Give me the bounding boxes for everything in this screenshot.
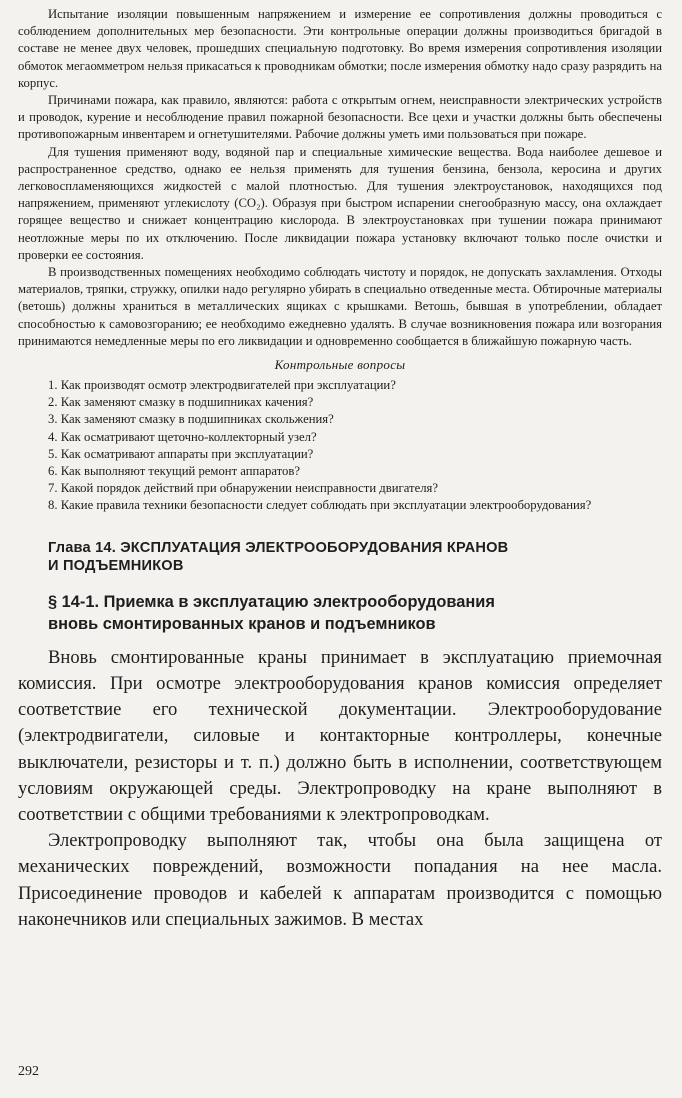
section-heading <box>48 591 662 635</box>
section-heading-line: вновь смонтированных кранов и подъемников <box>48 614 436 633</box>
questions-heading: Контрольные вопросы <box>274 357 406 373</box>
paragraph-commission-acceptance: Вновь смонтированные краны принимает в эксплуатацию приемочная комиссия. При осмотре электрооборудования кранов комиссия определяет соответствие его технической документации. Электрооборудование (электродвигатели, силовые и контакторные контроллеры, конечные выключатели, резисторы и т. п.) должно быть в исполнении, соответствующем условиям окружающей среды. Электропроводку на кране выполняют в соответствии с общими требованиями к электропроводкам. <box>18 646 662 825</box>
question-item: 6. Как выполняют текущий ремонт аппаратов? <box>48 464 300 479</box>
question-item: 4. Как осматривают щеточно-коллекторный узел? <box>48 429 317 444</box>
question-item: 8. Какие правила техники безопасности следует соблюдать при эксплуатации электрооборудования? <box>48 498 592 513</box>
question-item: 5. Как осматривают аппараты при эксплуатации? <box>48 446 314 461</box>
chapter-heading-line: И ПОДЪЕМНИКОВ <box>48 557 184 574</box>
page-number: 292 <box>18 1064 39 1079</box>
question-item: 7. Какой порядок действий при обнаружении неисправности двигателя? <box>48 481 439 496</box>
question-item: 1. Как производят осмотр электродвигателей при эксплуатации? <box>48 378 396 393</box>
paragraph-fire-extinguishing: Для тушения применяют воду, водяной пар и специальные химические вещества. Вода наиболее дешевое и распространенное средство, однако ее нельзя применять для тушения бензина, бензола, керосина и других легковоспламеняющихся жидкостей с малой плотностью. Для тушения электроустановок, находящихся под напряжением, применяют углекислоту (CO₂). Образуя при быстром испарении снегообразную массу, она охлаждает горящее вещество и снижает концентрацию кислорода. В электроустановках при тушении пожара принимают неотложные меры по их отключению. После ликвидации пожара установку включают только после очистки и проверки ее состояния. <box>18 144 662 262</box>
section-heading-line: § 14-1. Приемка в эксплуатацию электрооборудования <box>48 592 495 611</box>
paragraph-insulation-testing: Испытание изоляции повышенным напряжением и измерение ее сопротивления должны проводиться с соблюдением дополнительных мер безопасности. Эти контрольные операции должны производиться бригадой в составе не менее двух человек, прошедших специальную подготовку. Во время измерения сопротивления изоляции обмоток мегаомметром нельзя прикасаться к проводникам обмотки; после измерения обмотку надо сразу разрядить на корпус. <box>18 7 662 90</box>
main-text-block <box>18 645 662 933</box>
question-item: 2. Как заменяют смазку в подшипниках качения? <box>48 395 314 410</box>
paragraph-fire-causes: Причинами пожара, как правило, являются: работа с открытым огнем, неисправности электрических устройств и проводок, курение и несоблюдение правил пожарной безопасности. Все цехи и участки должны быть обеспечены противопожарным инвентарем и огнетушителями. Рабочие должны уметь ими пользоваться при пожаре. <box>18 93 662 142</box>
top-text-block <box>18 6 662 350</box>
paragraph-wiring-protection: Электропроводку выполняют так, чтобы она была защищена от механических повреждений, возможности попадания на нее масла. Присоединение проводов и кабелей к аппаратам производится с помощью наконечников или специальных зажимов. В местах <box>18 830 662 930</box>
paragraph-workplace-cleanliness: В производственных помещениях необходимо соблюдать чистоту и порядок, не допускать захламления. Отходы материалов, тряпки, стружку, опилки надо регулярно убирать в специально отведенные места. Обтирочные материалы (ветошь) должны храниться в металлических ящиках с крышками. Ветошь, бывшая в употреблении, обладает способностью к самовозгоранию; ее необходимо ежедневно удалять. В случае возникновения пожара или возгорания принимаются немедленные меры по его ликвидации и одновременно сообщается в ближайшую пожарную часть. <box>18 265 662 348</box>
chapter-heading-line: Глава 14. ЭКСПЛУАТАЦИЯ ЭЛЕКТРООБОРУДОВАНИЯ КРАНОВ <box>48 539 509 556</box>
chapter-heading <box>48 539 662 575</box>
questions-list <box>18 377 662 515</box>
question-item: 3. Как заменяют смазку в подшипниках скольжения? <box>48 412 334 427</box>
